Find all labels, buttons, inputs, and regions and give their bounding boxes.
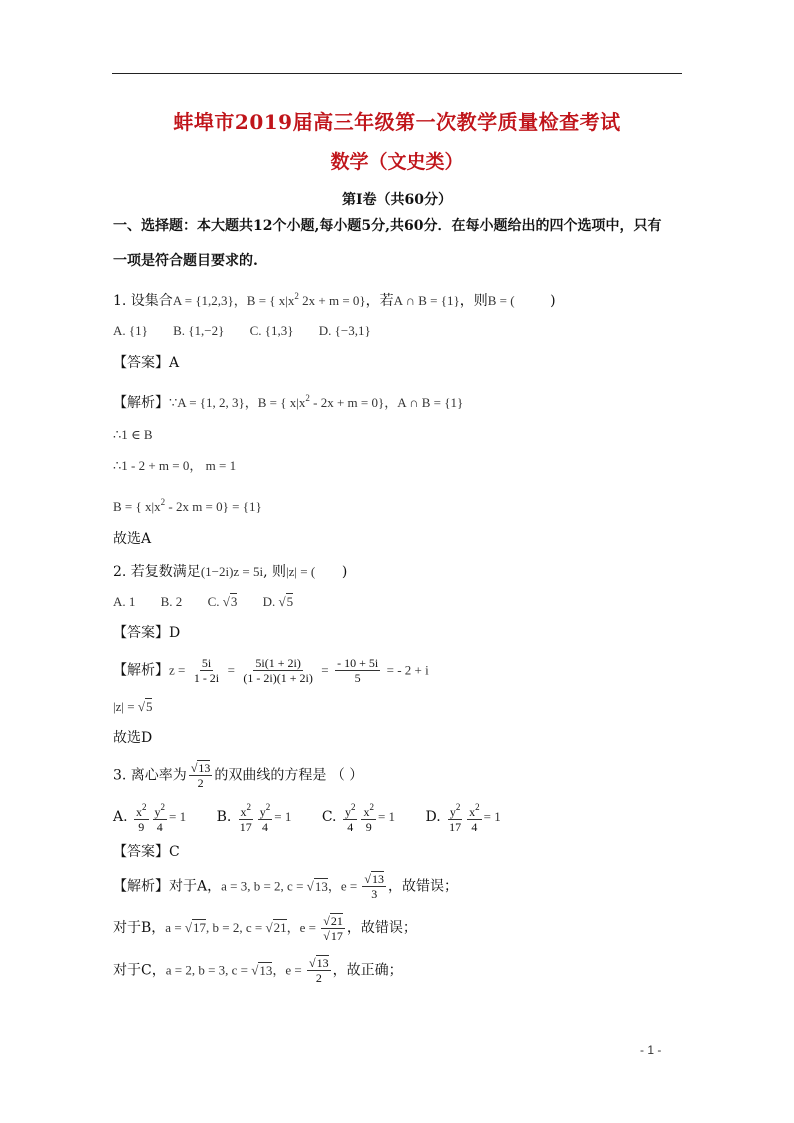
q1-stem-text-2: ，若: [365, 293, 394, 309]
volume-heading: 第Ⅰ卷（共60分）: [341, 192, 453, 208]
q2-fraction-3-den: 5: [354, 671, 361, 685]
q2-option-a: A. 1: [113, 594, 136, 609]
q3-option-d-term2: [467, 800, 482, 834]
q3-analysis-a-c-sqrt: √13: [306, 878, 328, 894]
q2-equals-1: =: [227, 662, 235, 678]
q2-option-d: [263, 592, 294, 612]
q3-option-d-term1-den: 17: [449, 820, 462, 834]
q2-option-c-label: C.: [207, 594, 220, 609]
q3-option-c-term2-exp: 2: [369, 802, 374, 812]
q2-option-d-sqrt: √5: [278, 594, 294, 609]
q1-analysis-text-2: - 2x + m = 0}，A ∩ B = {1}: [309, 395, 464, 410]
q2-fraction-1: [192, 656, 221, 685]
q3-analysis-a-e-sqrt: √13: [364, 872, 385, 886]
q3-option-a-term2-den: 4: [156, 820, 163, 834]
q1-step-4-text: B = { x|x: [113, 499, 161, 514]
q2-option-c-sqrt: √3: [222, 594, 238, 609]
q3-analysis-a-tail: ，故错误；: [388, 878, 459, 895]
q2-equals-2: =: [321, 662, 329, 678]
q1-analysis-text: ∵A = {1, 2, 3}，B = { x|x: [169, 395, 306, 410]
q1-stem-text-3: ，则: [459, 293, 488, 309]
q3-analysis-a-e-den: 3: [371, 887, 378, 901]
q3-option-d: [425, 800, 500, 834]
q3-option-b-term2-exp: 2: [265, 802, 271, 812]
q3-option-b-term1: [238, 800, 254, 834]
q3-analysis-b: [113, 912, 417, 944]
q1-set-b-text: ，B = { x|x: [233, 293, 295, 308]
q3-analysis-b-e-den-sqrt: √17: [323, 928, 343, 943]
q3-analysis-c-e-den: 2: [315, 971, 322, 985]
q3-answer: 【答案】C: [113, 844, 180, 860]
q3-option-a-term1: [134, 800, 149, 834]
q3-eccentricity-num: [189, 761, 213, 776]
q3-analysis-a-label: 【解析】对于A，: [113, 878, 222, 895]
q3-option-c-rhs: = 1: [377, 809, 396, 824]
exam-title: 蚌埠市2019届高三年级第一次教学质量检查考试: [173, 110, 621, 134]
exam-subtitle: 数学（文史类）: [330, 151, 464, 173]
q3-analysis-c-e-sqrt: √13: [309, 956, 329, 970]
q3-option-c-term2-den: 9: [365, 820, 372, 834]
q2-option-d-label: D.: [262, 594, 276, 609]
q2-analysis: [113, 656, 429, 685]
q3-option-b-term2: [258, 800, 273, 834]
q1-step-2: ∴1 ∈ B: [113, 427, 153, 442]
q3-option-a-term2-num: [153, 800, 168, 820]
q2-options: [113, 592, 315, 612]
q1-analysis-exponent: 2: [305, 393, 310, 403]
q3-analysis-b-e-fraction: [321, 914, 345, 943]
q3-analysis-c-values: a = 2, b = 3, c =: [165, 962, 252, 978]
q3-option-b-term1-exp: 2: [246, 802, 252, 812]
q2-fraction-1-den: 1 - 2i: [193, 671, 220, 685]
q3-analysis-b-c-radicand: 21: [273, 920, 287, 935]
q3-analysis-a: [113, 872, 458, 901]
q3-option-b-term2-den: 4: [262, 820, 269, 834]
q3-option-a: [113, 800, 186, 834]
q3-option-c-term2: [361, 800, 376, 834]
q3-option-c-term2-num: [361, 800, 376, 820]
q3-analysis-b-a-radicand: 17: [193, 920, 207, 935]
q1-stem: [113, 286, 556, 311]
q2-analysis-label: 【解析】: [113, 662, 169, 679]
q3-option-c-label: C.: [321, 809, 337, 825]
q2-stem: [113, 562, 347, 582]
q2-fraction-1-num: 5i: [201, 656, 212, 670]
q3-analysis-b-e-num-radicand: 21: [330, 913, 343, 928]
q2-option-b: B. 2: [160, 594, 183, 609]
q3-options: [113, 800, 523, 834]
q3-analysis-c-tail: ，故正确；: [332, 962, 403, 979]
q3-analysis-c-e-radicand: 13: [316, 956, 329, 970]
q3-option-d-term2-var: x: [469, 805, 476, 819]
q3-option-a-term2-var: y: [154, 805, 161, 819]
q1-answer: 【答案】A: [113, 355, 180, 371]
q2-abs-radicand: 5: [145, 699, 153, 714]
q3-analysis-a-e-fraction: [362, 872, 386, 901]
q2-fraction-2-num: 5i(1 + 2i): [255, 656, 301, 670]
q3-option-a-rhs: = 1: [169, 809, 187, 824]
q3-analysis-c: [113, 956, 403, 985]
q3-option-d-term1: [447, 800, 463, 834]
q2-z-eq: z =: [169, 662, 186, 678]
q3-option-d-term2-exp: 2: [475, 802, 480, 812]
q1-exponent: 2: [294, 291, 299, 301]
q3-option-c-term1: [343, 800, 358, 834]
q2-fraction-3: [335, 656, 380, 685]
q3-analysis-b-e-num: [321, 914, 345, 929]
q3-option-a-term1-exp: 2: [142, 802, 147, 812]
q2-abs-sqrt: √5: [137, 699, 153, 714]
q2-stem-text-2: , 则: [263, 564, 287, 580]
q3-option-a-term1-var: x: [136, 805, 143, 819]
q3-option-b-term2-var: y: [259, 805, 266, 819]
q2-fraction-2: [241, 656, 314, 685]
q2-abs-line: [113, 697, 152, 717]
q3-analysis-a-e: ，e =: [327, 878, 361, 894]
q3-analysis-a-e-num: [362, 872, 386, 887]
q3-option-d-term2-den: 4: [471, 820, 478, 834]
q3-analysis-a-e-radicand: 13: [372, 872, 385, 886]
q1-option-d: D. {−3,1}: [318, 323, 371, 338]
q3-option-a-term2: [153, 800, 168, 834]
q3-option-d-rhs: = 1: [483, 809, 501, 824]
q3-option-a-term1-num: [134, 800, 149, 820]
q3-eccentricity-den: 2: [197, 776, 204, 790]
q3-analysis-b-e-den: [321, 929, 345, 943]
q3-analysis-c-e-num: [307, 956, 331, 971]
q2-option-d-radicand: 5: [286, 594, 294, 609]
q1-option-a: A. {1}: [113, 323, 148, 338]
q1-step-4-tail: - 2x m = 0} = {1}: [165, 499, 262, 514]
q3-analysis-b-e: ，e =: [286, 920, 320, 935]
q1-options: [113, 321, 393, 341]
q1-analysis: [113, 388, 463, 413]
q3-analysis-b-mid: , b = 2, c =: [206, 920, 266, 935]
q3-analysis-b-c-sqrt: √21: [265, 920, 287, 935]
q3-analysis-b-tail: ，故错误；: [346, 920, 417, 936]
q2-fraction-2-den: (1 - 2i)(1 + 2i): [243, 671, 313, 685]
q2-paren: ): [315, 564, 348, 580]
q2-result: = - 2 + i: [386, 662, 429, 678]
q3-option-c-term2-var: x: [363, 805, 370, 819]
q3-option-b-term1-num: [239, 800, 254, 820]
q1-choose: 故选A: [113, 531, 152, 547]
q1-set-b: [234, 293, 366, 308]
q3-option-d-label: D.: [425, 809, 441, 825]
page-number: - 1 -: [640, 1043, 662, 1057]
q3-analysis-b-e-num-sqrt: √21: [323, 913, 343, 928]
q3-analysis-c-e-fraction: [307, 956, 331, 985]
q2-option-c-radicand: 3: [230, 594, 238, 609]
q3-eccentricity-radicand: 13: [198, 761, 211, 775]
q1-analysis-label: 【解析】: [113, 395, 169, 411]
q3-option-b-rhs: = 1: [274, 809, 292, 824]
q3-analysis-b-e-den-radicand: 17: [330, 928, 343, 943]
q3-option-d-term2-num: [467, 800, 482, 820]
q3-option-b-term2-num: [258, 800, 273, 820]
q2-fraction-3-num: - 10 + 5i: [337, 656, 379, 670]
q3-option-c-term1-var: y: [344, 805, 351, 819]
q3-option-b-term1-var: x: [240, 805, 247, 819]
section-heading-line1: 一、选择题：本大题共12个小题,每小题5分,共60分．在每小题给出的四个选项中，只有: [113, 218, 662, 234]
q3-option-d-term1-exp: 2: [455, 802, 461, 812]
q1-set-a: A = {1,2,3}: [172, 293, 234, 308]
header-rule: [112, 73, 682, 74]
q3-analysis-a-values: a = 3, b = 2, c =: [221, 878, 307, 894]
q1-option-b: B. {1,−2}: [173, 323, 225, 338]
q1-ask: B = (: [487, 293, 515, 308]
q1-step-4-exponent: 2: [160, 497, 166, 507]
q3-analysis-c-c-radicand: 13: [259, 962, 273, 978]
q3-eccentricity-sqrt: √13: [190, 761, 211, 775]
q3-option-b-label: B.: [216, 809, 232, 825]
q3-analysis-a-c-radicand: 13: [314, 878, 328, 894]
q1-option-c: C. {1,3}: [249, 323, 294, 338]
q1-stem-text: 1. 设集合: [113, 293, 173, 309]
q1-set-b-tail: 2x + m = 0}: [298, 293, 366, 308]
q3-stem-text: 3. 离心率为: [113, 767, 187, 784]
q3-option-d-term1-var: y: [449, 805, 456, 819]
q3-option-b: [217, 800, 292, 834]
q3-stem: [113, 761, 363, 790]
q2-option-c: [208, 592, 238, 612]
q1-step-3: ∴1 - 2 + m = 0， m = 1: [113, 458, 237, 473]
q1-paren: ): [514, 293, 556, 309]
q3-option-c-term1-num: [343, 800, 358, 820]
q3-analysis-b-a-sqrt: √17: [184, 920, 207, 935]
q2-answer: 【答案】D: [113, 625, 181, 641]
q3-option-c-term1-den: 4: [347, 820, 354, 834]
q3-stem-text-2: 的双曲线的方程是 （ ）: [214, 767, 364, 784]
q2-choose: 故选D: [113, 730, 153, 746]
q3-option-a-term1-den: 9: [138, 820, 145, 834]
q1-condition: A ∩ B = {1}: [393, 293, 460, 308]
q3-analysis-c-e: ，e =: [272, 962, 306, 978]
q3-option-b-term1-den: 17: [239, 820, 252, 834]
q3-eccentricity: [189, 761, 213, 790]
q2-condition: (1−2i)z = 5i: [200, 564, 264, 579]
q3-option-d-term1-num: [448, 800, 463, 820]
q3-analysis-c-label: 对于C，: [113, 962, 166, 979]
q3-analysis-b-values: a =: [165, 920, 185, 935]
q3-option-a-term2-exp: 2: [160, 802, 166, 812]
q2-stem-text: 2. 若复数满足: [113, 564, 201, 580]
q3-option-c-term1-exp: 2: [350, 802, 356, 812]
q2-ask: |z| = (: [286, 564, 316, 579]
q3-analysis-b-label: 对于B，: [113, 920, 166, 936]
section-heading-line2: 一项是符合题目要求的.: [113, 253, 258, 269]
q3-option-a-label: A.: [113, 809, 128, 825]
q2-abs-text: |z| =: [113, 699, 138, 714]
q1-step-4: [113, 492, 262, 517]
q3-option-c: [322, 800, 395, 834]
q3-analysis-c-c-sqrt: √13: [251, 962, 273, 978]
